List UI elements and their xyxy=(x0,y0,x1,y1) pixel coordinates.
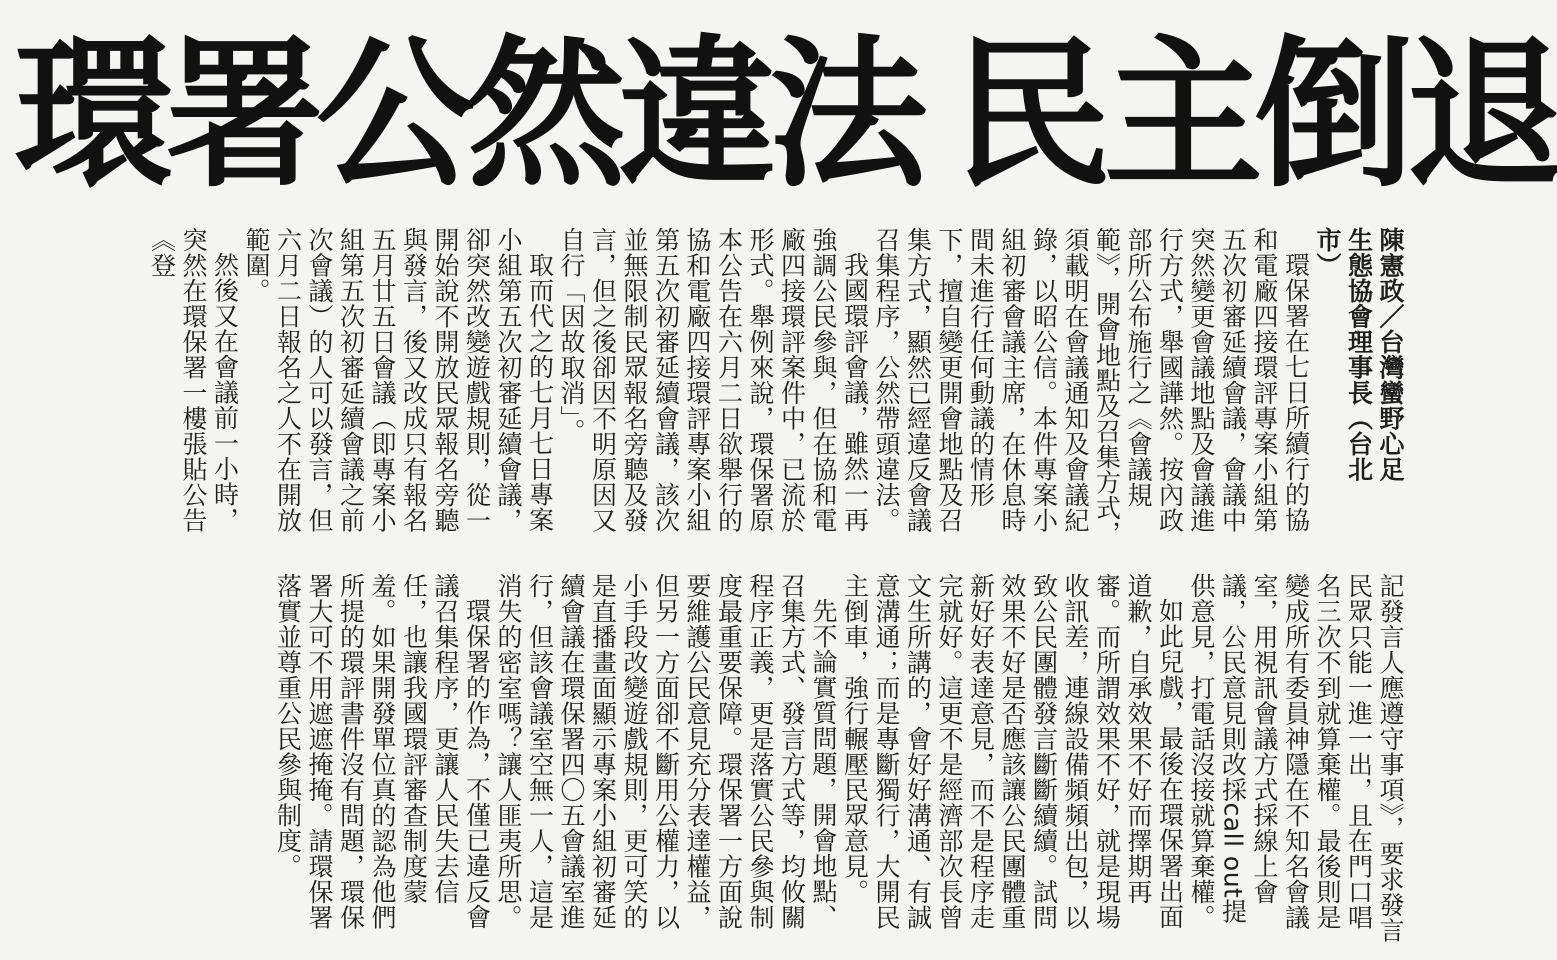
paragraph: 我國環評會議，雖然一再強調公民參與，但在協和電廠四接環評案件中，已流於形式。舉例來說，環保署原本公告在六月二日欲舉行的協和電廠四接環評專案小組第五次初審延續會議，該次並無限制民眾報名旁聽及發言，但之後卻因不明原因又自行「因故取消」。 xyxy=(557,227,870,533)
paragraph: 記發言人應遵守事項》，要求發言民眾只能一進一出，且在門口唱名三次不到就算棄權。最後則是變成所有委員神隱在不知名會議室，用視訊會議方式採線上會議，公民意見則改採call out提供意見，打電話沒接就算棄權。 xyxy=(1187,573,1405,943)
headline-part2: 民主倒退 xyxy=(953,22,1557,210)
paragraph: 如此兒戲，最後在環保署出面道歉，自承效果不好而擇期再審。而所謂效果不好，就是現場收訊差，連線設備頻頻出包，以致公民團體發言斷斷續續。試問效果不好是否應該讓公民團體重新好好表達意見，而不是程序走完就好。這更不是經濟部次長曾文生所講的，會好好溝通、有誠意溝通；而是專斷獨行，大開民主倒車，強行輾壓民眾意見。 xyxy=(840,573,1185,930)
headline xyxy=(14,16,1557,216)
paragraph: 先不論實質問題，開會地點、召集方式、發言方式等，均攸關程序正義，更是落實公民參與制度最重要保障。環保署一方面說要維護公民意見充分表達權益，但另一方面卻不斷用公權力，以小手段改變遊戲規則，更可笑的是直播畫面顯示專案小組初審延續會議在環保署四〇五會議室進行，但該會議室空無一人，這是消失的密室嗎？讓人匪夷所思。 xyxy=(494,573,838,930)
article-body-upper xyxy=(14,227,1406,555)
byline-city: 市） xyxy=(1313,227,1342,278)
byline-author: 陳憲政／台灣蠻野心足 xyxy=(1376,227,1405,482)
paragraph: 取而代之的七月七日專案小組第五次初審延續會議，卻突然改變遊戲規則，從一開始說不開放民眾報名旁聽與發言，後又改成只有報名五月廿五日會議（即專案小組第五次初審延續會議之前次會議）的人可以發言，但六月二日報名之人不在開放範圍。 xyxy=(242,227,555,533)
paragraph: 然後又在會議前一小時，突然在環保署一樓張貼公告《登 xyxy=(147,227,240,533)
byline-org: 生態協會理事長（台北 xyxy=(1344,227,1374,482)
article-body-lower xyxy=(14,573,1406,947)
paragraph: 環保署在七日所續行的協和電廠四接環評專案小組第五次初審延續會議，會議中突然變更會議地點及會議進行方式，舉國譁然。按內政部所公布施行之《會議規範》，開會地點及召集方式，須載明在會議通知及會議紀錄，以昭公信。本件專案小組初審會議主席，在休息時間未進行任何動議的情形下，擅自變更開會地點及召集方式，顯然已經違反會議召集程序，公然帶頭違法。 xyxy=(872,227,1311,546)
paragraph: 環保署的作為，不僅已違反會議召集程序，更讓人民失去信任，也讓我國環評審查制度蒙羞。如果開發單位真的認為他們所提的環評書件沒有問題，環保署大可不用遮遮掩掩。請環保署落實並尊重公民參與制度。 xyxy=(273,573,492,930)
headline-part1: 環署公然違法 xyxy=(14,22,920,210)
